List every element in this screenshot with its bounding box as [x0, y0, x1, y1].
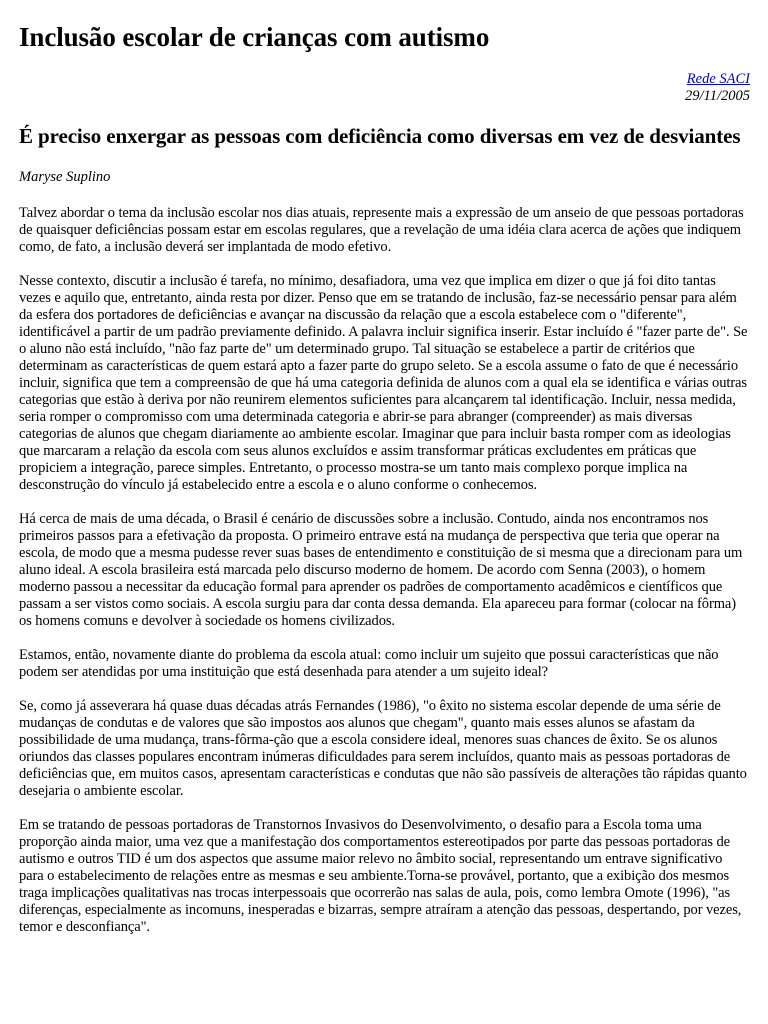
article-subtitle: É preciso enxergar as pessoas com deficiência como diversas em vez de desviantes [19, 124, 741, 148]
article-title: Inclusão escolar de crianças com autismo [19, 22, 490, 52]
author-name: Maryse Suplino [19, 169, 111, 185]
paragraph-5: Se, como já asseverara há quase duas décadas atrás Fernandes (1986), "o êxito no sistema escolar depende de uma série de mudanças de condutas e de valores que são impostos aos alunos que chegam", quanto mais esses alunos se afastam da possibilidade de uma mudança, trans-fôrma-ção que a escola considere ideal, menores suas chances de êxito. Se os alunos oriundos das classes populares encontram inúmeras dificuldades para serem incluídos, quanto mais as pessoas portadoras de deficiências que, em muitos casos, apresentam características e condutas que não são passíveis de alterações tão rápidas quanto desejaria o ambiente escolar. [19, 698, 747, 799]
source-link[interactable]: Rede SACI [686, 71, 750, 87]
paragraph-2: Nesse contexto, discutir a inclusão é tarefa, no mínimo, desafiadora, uma vez que implica em dizer o que já foi dito tantas vezes e aquilo que, entretanto, ainda resta por dizer. Penso que em se tratando de inclusão, faz-se necessário pensar para além da esfera dos portadores de deficiências e avançar na discussão da relação que a escola estabelece com o "diferente", identificável a partir de um padrão previamente definido. A palavra incluir significa inserir. Estar incluído é "fazer parte de". Se o aluno não está incluído, "não faz parte de" um determinado grupo. Tal situação se estabelece a partir de critérios que determinam as características de quem estará apto a fazer parte do grupo seleto. Se a escola assume o fato de que é necessário incluir, significa que tem a compreensão de que há uma categoria definida de alunos com a qual ela se identifica e várias outras categorias que estão à deriva por não reunirem elementos suficientes para alcançarem tal identificação. Incluir, nessa medida, seria romper o compromisso com uma determinada categoria e abrir-se para abranger (compreender) as mais diversas categorias de alunos que chegam diariamente ao ambiente escolar. Imaginar que para incluir basta romper com as ideologias que marcaram a relação da escola com seus alunos excluídos e assim transformar práticas excludentes em práticas que propiciem a integração, parece simples. Entretanto, o processo mostra-se um tanto mais complexo porque implica na desconstrução do vínculo já estabelecido entre a escola e o aluno conforme o conhecemos. [19, 273, 748, 493]
article [19, 0, 750, 936]
source-block [19, 71, 750, 105]
publication-date: 29/11/2005 [685, 88, 750, 104]
paragraph-4: Estamos, então, novamente diante do problema da escola atual: como incluir um sujeito que possui características que não podem ser atendidas por uma instituição que está desenhada para atender a um sujeito ideal? [19, 647, 719, 680]
paragraph-6: Em se tratando de pessoas portadoras de Transtornos Invasivos do Desenvolvimento, o desafio para a Escola toma uma proporção ainda maior, uma vez que a manifestação dos comportamentos estereotipados por parte das pessoas portadoras de autismo e outros TID é um dos aspectos que assume maior relevo no âmbito social, representando um entrave significativo para o estabelecimento de relações entre as mesmas e seu ambiente.Torna-se provável, portanto, que a exibição dos mesmos traga implicações qualitativas nas trocas interpessoais que ocorrerão nas salas de aula, pois, como lembra Omote (1996), "as diferenças, especialmente as incomuns, inesperadas e bizarras, sempre atraíram a atenção das pessoas, despertando, por vezes, temor e desconfiança". [19, 817, 742, 935]
paragraph-1: Talvez abordar o tema da inclusão escolar nos dias atuais, represente mais a expressão de um anseio de que pessoas portadoras de quaisquer deficiências possam estar em escolas regulares, que a revelação de uma idéia clara acerca de ações que indiquem como, de fato, a inclusão deverá ser implantada de modo efetivo. [19, 205, 744, 255]
paragraph-3: Há cerca de mais de uma década, o Brasil é cenário de discussões sobre a inclusão. Contudo, ainda nos encontramos nos primeiros passos para a efetivação da proposta. O primeiro entrave está na mudança de perspectiva que teria que operar na escola, de modo que a mesma pudesse rever suas bases de entendimento e constituição de si mesma que a direcionam para um aluno ideal. A escola brasileira está marcada pelo discurso moderno de homem. De acordo com Senna (2003), o homem moderno passou a necessitar da educação formal para aprender os padrões de comportamento acadêmicos e científicos que passam a ser vistos como sociais. A escola surgiu para dar conta dessa demanda. Ela apareceu para formar (colocar na fôrma) os homens comuns e devolver à sociedade os homens civilizados. [19, 511, 743, 629]
